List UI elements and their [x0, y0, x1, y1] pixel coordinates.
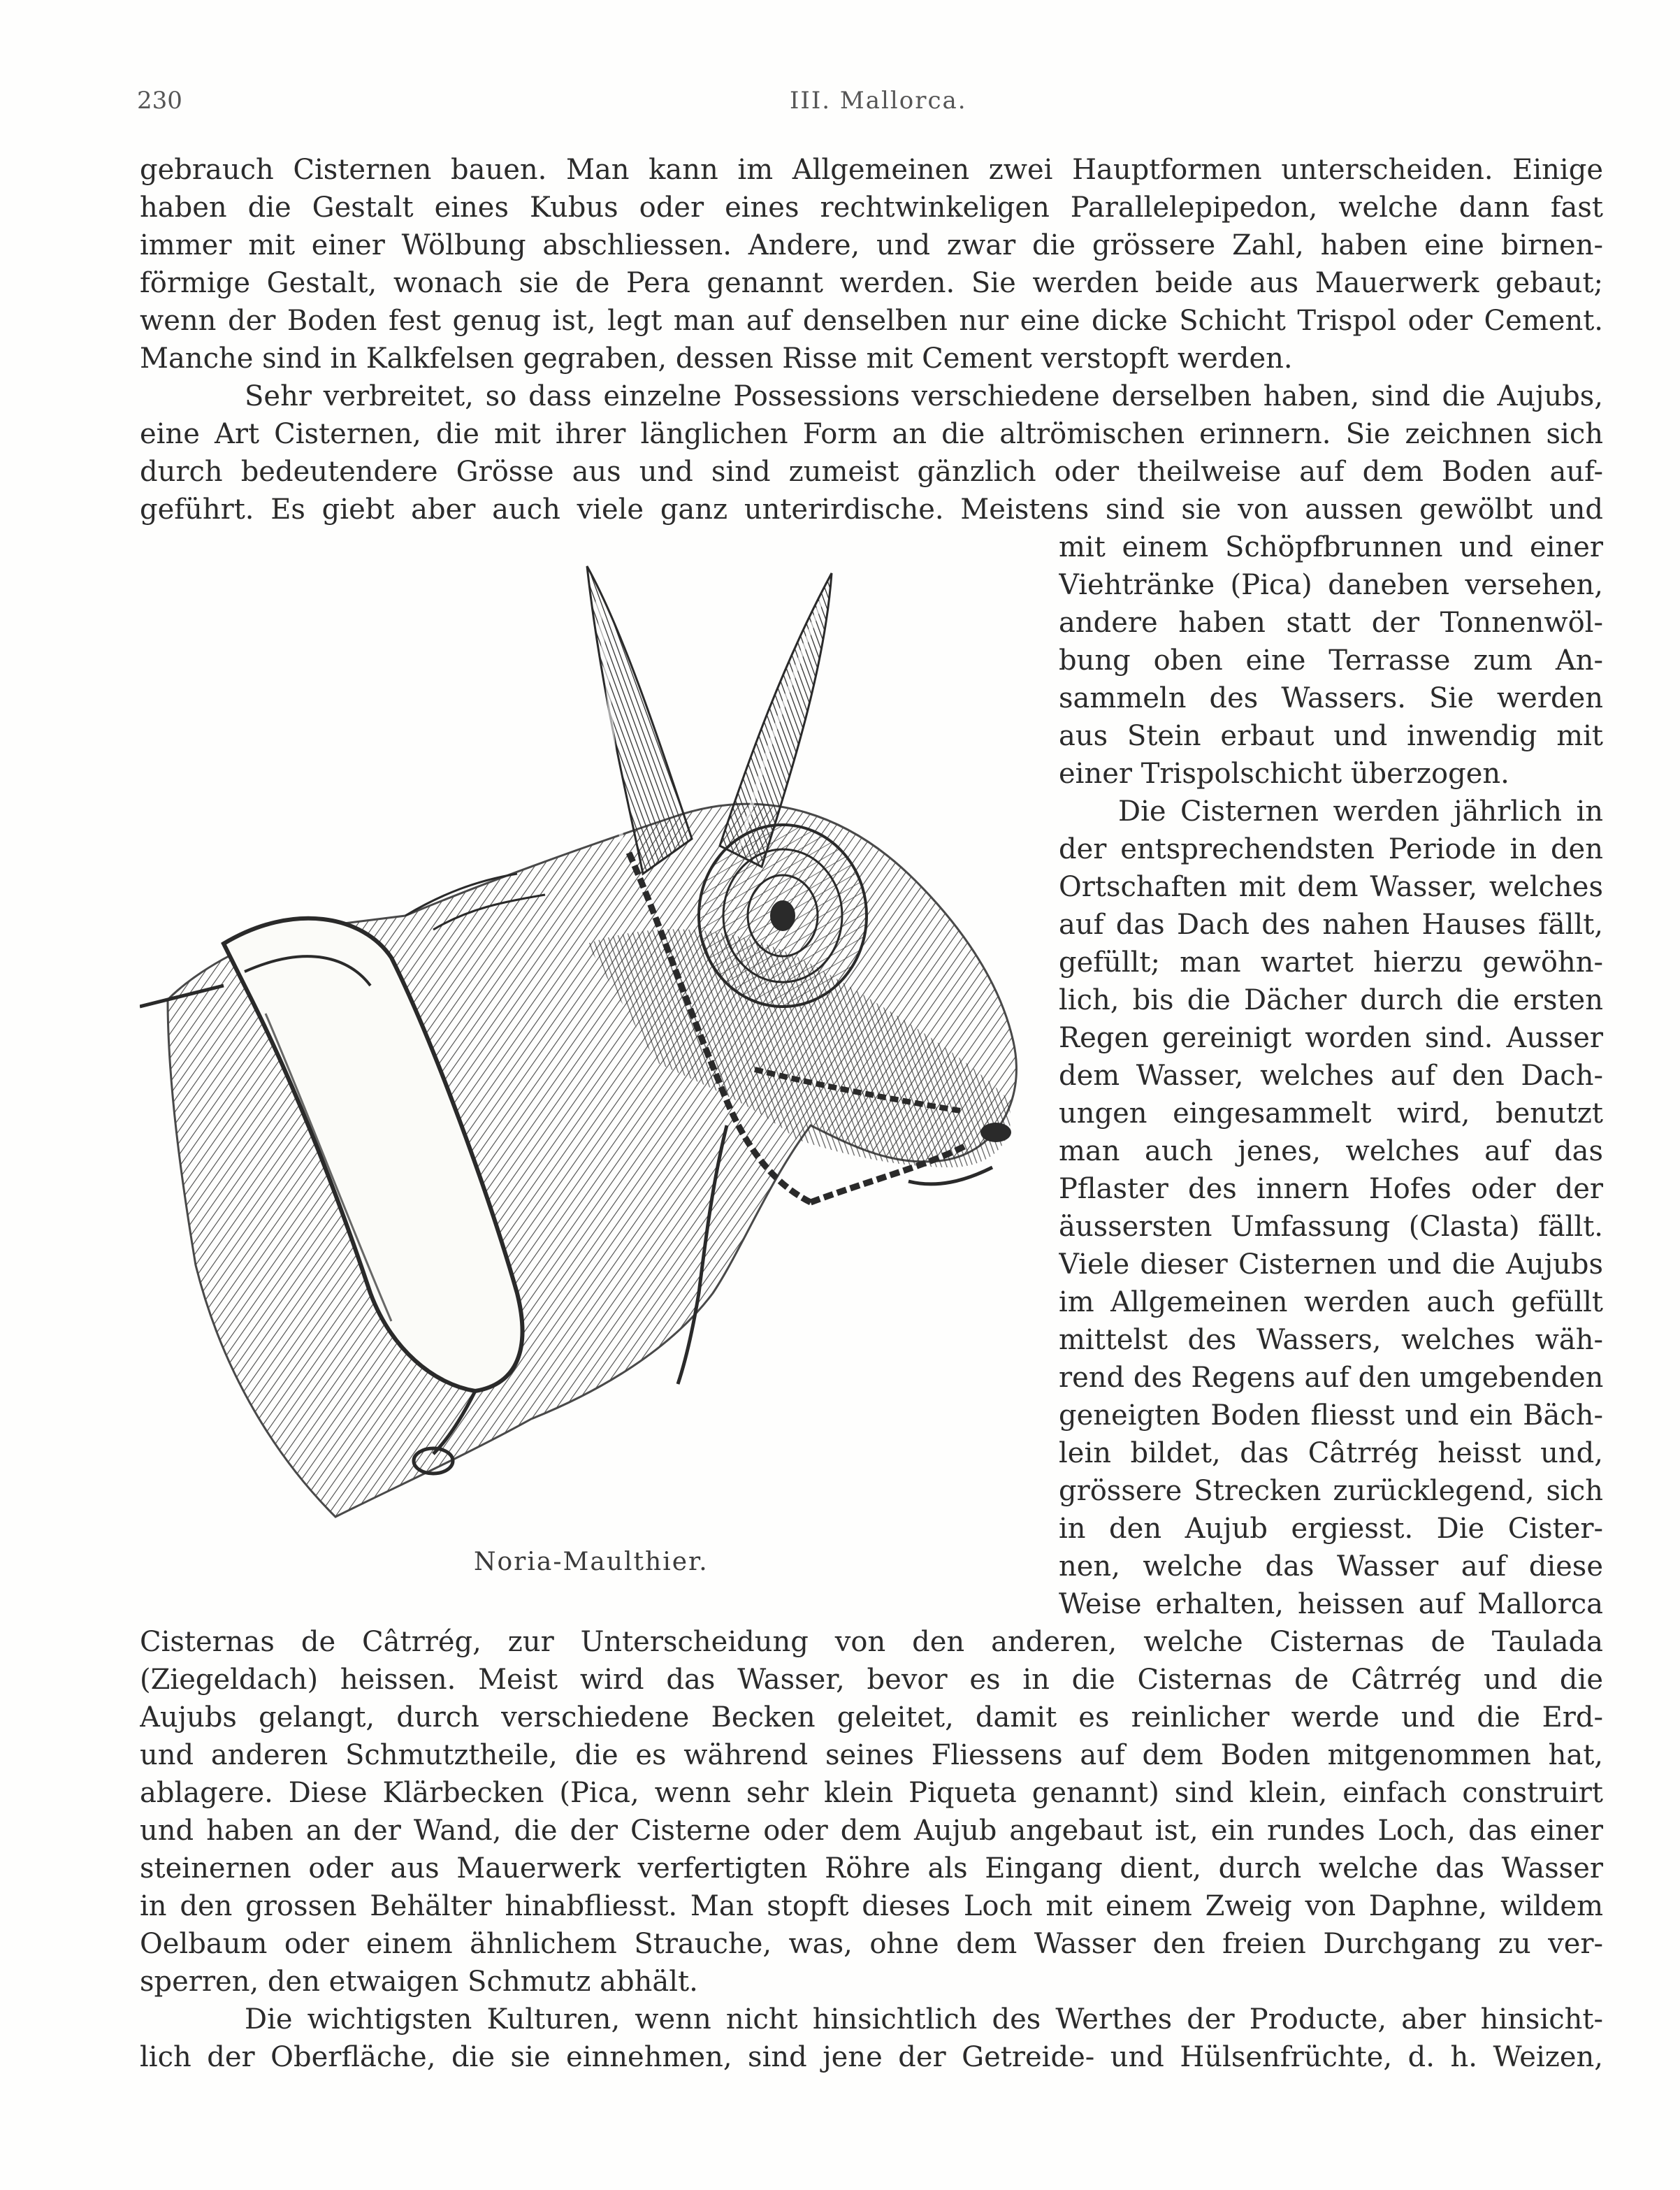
body-line: Cisternas de Câtrrég, zur Unterscheidung von den anderen, welche Cisternas de Taulada [140, 1626, 1603, 1658]
body-line: lein bildet, das Câtrrég heisst und, [1059, 1437, 1603, 1469]
body-line: lich, bis die Dächer durch die ersten [1059, 984, 1603, 1016]
body-line: in den Aujub ergiesst. Die Cister- [1059, 1513, 1603, 1545]
body-line: eine Art Cisternen, die mit ihrer länglichen Form an die altrömischen erinnern. Sie zeichnen sich [140, 418, 1603, 450]
figure-mule-illustration [140, 552, 1048, 1545]
body-line: Viele dieser Cisternen und die Aujubs [1059, 1248, 1603, 1281]
body-line: grössere Strecken zurücklegend, sich [1059, 1475, 1603, 1507]
body-line: im Allgemeinen werden auch gefüllt [1059, 1286, 1603, 1318]
body-line: der entsprechendsten Periode in den [1059, 833, 1603, 865]
body-line: Ortschaften mit dem Wasser, welches [1059, 871, 1603, 903]
body-line: geneigten Boden fliesst und ein Bäch- [1059, 1399, 1603, 1432]
body-line: ungen eingesammelt wird, benutzt [1059, 1097, 1603, 1130]
body-line: andere haben statt der Tonnenwöl- [1059, 607, 1603, 639]
body-line: wenn der Boden fest genug ist, legt man auf denselben nur eine dicke Schicht Trispol oder Cement. [140, 305, 1603, 337]
body-line: einer Trispolschicht überzogen. [1059, 758, 1509, 790]
body-line: gebrauch Cisternen bauen. Man kann im Allgemeinen zwei Hauptformen unterscheiden. Einige [140, 154, 1603, 186]
body-line: mit einem Schöpfbrunnen und einer [1059, 531, 1603, 563]
body-line: (Ziegeldach) heissen. Meist wird das Wasser, bevor es in die Cisternas de Câtrrég und die [140, 1664, 1603, 1696]
body-line: Regen gereinigt worden sind. Ausser [1059, 1022, 1603, 1054]
body-line: man auch jenes, welches auf das [1059, 1135, 1603, 1167]
body-line: haben die Gestalt eines Kubus oder eines rechtwinkeligen Parallelepipedon, welche dann fast [140, 192, 1603, 224]
body-line: Aujubs gelangt, durch verschiedene Becken geleitet, damit es reinlicher werde und die Erd- [140, 1701, 1603, 1734]
body-line: Die wichtigsten Kulturen, wenn nicht hinsichtlich des Werthes der Producte, aber hinsicht- [245, 2003, 1603, 2036]
body-line: förmige Gestalt, wonach sie de Pera genannt werden. Sie werden beide aus Mauerwerk gebaut; [140, 267, 1603, 299]
body-line: mittelst des Wassers, welches wäh- [1059, 1324, 1603, 1356]
body-line: bung oben eine Terrasse zum An- [1059, 644, 1603, 677]
body-line: in den grossen Behälter hinabfliesst. Man stopft dieses Loch mit einem Zweig von Daphne, wildem [140, 1890, 1603, 1922]
page-number: 230 [137, 87, 182, 115]
body-line: und haben an der Wand, die der Cisterne oder dem Aujub angebaut ist, ein rundes Loch, das einer [140, 1815, 1603, 1847]
body-line: aus Stein erbaut und inwendig mit [1059, 720, 1603, 752]
mule-engraving-icon [140, 552, 1048, 1545]
body-line: sammeln des Wassers. Sie werden [1059, 682, 1603, 714]
body-line: gefüllt; man wartet hierzu gewöhn- [1059, 946, 1603, 979]
body-line: lich der Oberfläche, die sie einnehmen, sind jene der Getreide- und Hülsenfrüchte, d. h. Weizen, [140, 2041, 1603, 2073]
running-head: III. Mallorca. [790, 87, 967, 115]
body-line: immer mit einer Wölbung abschliessen. Andere, und zwar die grössere Zahl, haben eine birnen- [140, 229, 1603, 261]
body-line: Sehr verbreitet, so dass einzelne Possessions verschiedene derselben haben, sind die Aujubs, [245, 380, 1603, 412]
body-line: Oelbaum oder einem ähnlichem Strauche, was, ohne dem Wasser den freien Durchgang zu ver- [140, 1928, 1603, 1960]
body-line: äussersten Umfassung (Clasta) fällt. [1059, 1211, 1603, 1243]
body-line: Weise erhalten, heissen auf Mallorca [1059, 1588, 1603, 1620]
body-line: rend des Regens auf den umgebenden [1059, 1362, 1603, 1394]
body-line: und anderen Schmutztheile, die es während seines Fliessens auf dem Boden mitgenommen hat, [140, 1739, 1603, 1771]
body-line: Pflaster des innern Hofes oder der [1059, 1173, 1603, 1205]
body-line: ablagere. Diese Klärbecken (Pica, wenn sehr klein Piqueta genannt) sind klein, einfach construirt [140, 1777, 1603, 1809]
body-line: sperren, den etwaigen Schmutz abhält. [140, 1966, 698, 1998]
figure-caption: Noria-Maulthier. [474, 1548, 709, 1576]
body-line: dem Wasser, welches auf den Dach- [1059, 1060, 1603, 1092]
body-line: Manche sind in Kalkfelsen gegraben, dessen Risse mit Cement verstopft werden. [140, 343, 1293, 375]
body-line: Die Cisternen werden jährlich in [1118, 795, 1603, 828]
body-line: nen, welche das Wasser auf diese [1059, 1550, 1603, 1583]
body-line: auf das Dach des nahen Hauses fällt, [1059, 909, 1603, 941]
body-line: durch bedeutendere Grösse aus und sind zumeist gänzlich oder theilweise auf dem Boden auf- [140, 456, 1603, 488]
body-line: geführt. Es giebt aber auch viele ganz unterirdische. Meistens sind sie von aussen gewölbt und [140, 494, 1603, 526]
body-line: steinernen oder aus Mauerwerk verfertigten Röhre als Eingang dient, durch welche das Wasser [140, 1852, 1603, 1885]
body-line: Viehtränke (Pica) daneben versehen, [1059, 569, 1603, 601]
